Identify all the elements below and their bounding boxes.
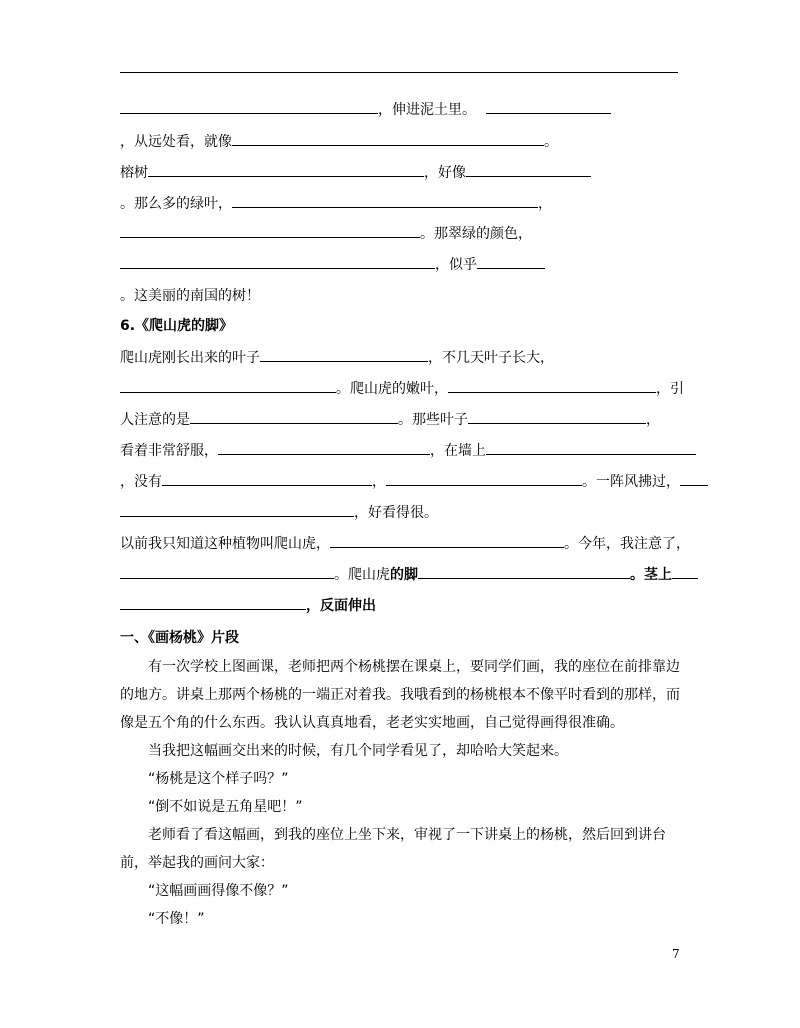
fill-text: ， [646,412,660,428]
fill-text: ，从远处看，就像 [120,134,232,150]
fill-text: 。爬山虎 [334,567,390,583]
answer-blank[interactable] [386,470,582,486]
fill-text: 。那翠绿的颜色， [420,226,532,242]
dialogue-text: “倒不如说是五角星吧！” [148,799,303,815]
answer-blank[interactable] [120,222,420,238]
fill-text: ，在墙上 [430,443,486,459]
fill-line-s6-9 [120,594,690,614]
answer-blank[interactable] [477,253,545,269]
page-number: 7 [672,947,680,961]
reading-paragraph [120,653,680,737]
answer-blank[interactable] [120,594,306,610]
fill-text: 。今年，我注意了， [564,536,690,552]
fill-text: 以前我只知道这种植物叫爬山虎， [120,536,330,552]
dialogue-text: “这幅画画得像不像？” [148,883,289,899]
answer-blank[interactable] [120,563,334,579]
reading-paragraph [120,821,680,877]
fill-text: ，伸进泥土里。 [378,102,476,118]
fill-text: ，不几天叶子长大， [428,350,554,366]
answer-blank[interactable] [680,470,708,486]
answer-blank[interactable] [162,470,372,486]
answer-blank[interactable] [466,161,591,177]
answer-blank[interactable] [418,563,630,579]
fill-text: 人注意的是 [120,412,190,428]
dialogue-text: “不像！” [148,911,205,927]
fill-line-7 [120,286,690,306]
fill-line-s6-3 [120,408,690,428]
fill-line-3 [120,161,690,181]
fill-text: ，引 [656,381,684,397]
dialogue-text: “杨桃是这个样子吗？” [148,771,289,787]
section-title: 6.《爬山虎的脚》 [120,318,234,334]
reading-paragraph [120,737,680,765]
fill-line-1 [120,98,690,118]
fill-text: ， [538,196,552,212]
fill-line-s6-1 [120,346,690,366]
answer-blank[interactable] [468,408,646,424]
paragraph-text: 有一次学校上图画课，老师把两个杨桃摆在课桌上，要同学们画，我的座位在前排靠边的地方。讲桌上那两个杨桃的一端正对着我。我哦看到的杨桃根本不像平时看到的那样，而像是五个角的什么东西。我认认真真地看，老老实实地画，自己觉得画得很准确。 [120,659,680,731]
paragraph-text: 老师看了看这幅画，到我的座位上坐下来，审视了一下讲桌上的杨桃，然后回到讲台前，举起我的画问大家： [120,827,666,871]
fill-text: 爬山虎刚长出来的叶子 [120,350,260,366]
answer-blank[interactable] [190,408,398,424]
reading-heading: 一、《画杨桃》片段 [120,630,239,646]
answer-blank[interactable] [260,346,428,362]
fill-text: 榕树 [120,165,148,181]
fill-text: 。一阵风拂过， [582,474,680,490]
fill-text: 。这美丽的南国的树！ [120,288,260,304]
reading-paragraph [120,905,680,933]
answer-blank[interactable] [120,377,336,393]
fill-line-s6-6 [120,501,690,521]
answer-blank[interactable] [148,161,424,177]
fill-line-6 [120,253,690,273]
fill-line-5 [120,222,690,242]
answer-blank[interactable] [330,532,564,548]
fill-line-2 [120,130,690,150]
fill-text: 。茎上 [630,567,672,583]
fill-line-s6-7 [120,532,690,552]
answer-blank[interactable] [120,501,354,517]
answer-blank[interactable] [486,439,696,455]
answer-blank[interactable] [218,439,430,455]
fill-text: ，没有 [120,474,162,490]
fill-line-s6-4 [120,439,690,459]
fill-line-4 [120,192,690,212]
fill-text: ，反面伸出 [306,598,376,614]
fill-text: 。 [544,134,558,150]
fill-text: 。爬山虎的嫩叶， [336,381,448,397]
answer-blank[interactable] [232,130,544,146]
answer-blank[interactable] [448,377,656,393]
answer-blank[interactable] [232,192,538,208]
fill-line-s6-2 [120,377,690,397]
fill-text: 。那些叶子 [398,412,468,428]
fill-text: 。那么多的绿叶， [120,196,232,212]
answer-blank[interactable] [120,253,435,269]
reading-paragraph [120,877,680,905]
fill-line-s6-5 [120,470,690,490]
fill-text: ，好看得很。 [354,505,438,521]
fill-text: ，好像 [424,165,466,181]
fill-text: 看着非常舒服， [120,443,218,459]
reading-paragraph [120,765,680,793]
fill-text: 的脚 [390,567,418,583]
answer-blank[interactable] [672,563,698,579]
answer-blank[interactable] [120,98,378,114]
fill-text: ，似乎 [435,257,477,273]
reading-paragraph [120,793,680,821]
answer-line-full [120,72,678,73]
paragraph-text: 当我把这幅画交出来的时候，有几个同学看见了，却哈哈大笑起来。 [148,743,568,759]
fill-line-s6-8 [120,563,690,583]
fill-text: ， [372,474,386,490]
answer-blank[interactable] [486,98,611,114]
